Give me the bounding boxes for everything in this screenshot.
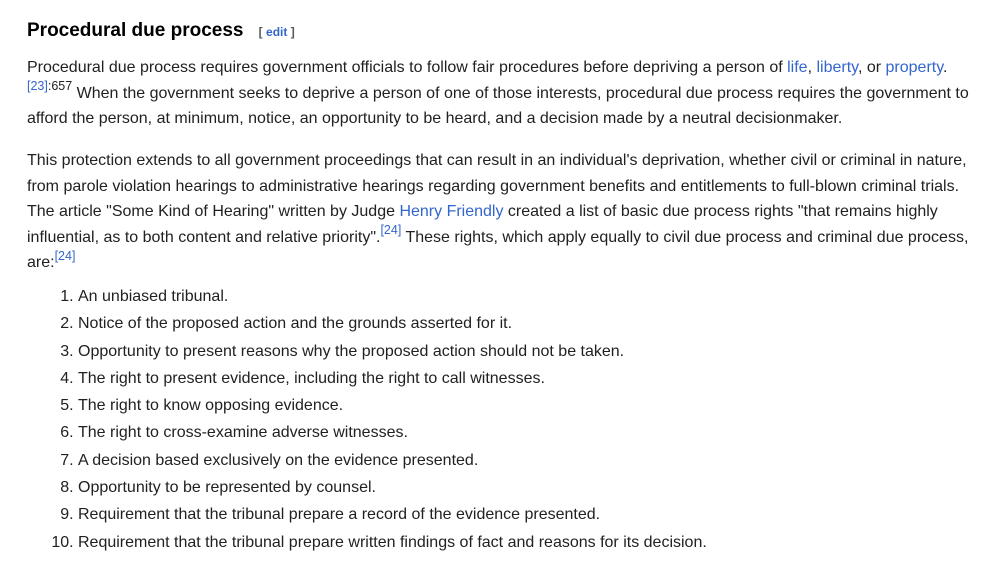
list-item: 8. Opportunity to be represented by counsel. bbox=[78, 474, 978, 501]
p2-text-2: created a list of basic due process rights "that remains highly influential, as to both content and relative priority". bbox=[27, 203, 938, 246]
p1-period: . bbox=[943, 59, 948, 76]
citation-24 bbox=[380, 223, 401, 237]
link-property[interactable]: property bbox=[885, 59, 944, 76]
p2-text-1: This protection extends to all government proceedings that can result in an individual's deprivation, whether civil or criminal in nature, from parole violation hearings to administrative hearings regarding government benefits and entitlements to full-blown criminal trials. The article "Some Kind of Hearing" written by Judge bbox=[27, 152, 967, 221]
p1-sep-2: , or bbox=[857, 59, 886, 76]
citation-23-link[interactable]: [23] bbox=[27, 79, 48, 94]
link-liberty[interactable]: liberty bbox=[816, 59, 858, 76]
due-process-rights-list bbox=[27, 283, 978, 556]
p1-sep-1: , bbox=[807, 59, 817, 76]
list-item: 9. Requirement that the tribunal prepare a record of the evidence presented. bbox=[78, 501, 978, 528]
edit-link[interactable]: edit bbox=[266, 25, 288, 39]
paragraph-procedural bbox=[27, 55, 977, 132]
citation-24-link[interactable]: [24] bbox=[380, 223, 402, 238]
citation-23 bbox=[27, 79, 72, 93]
list-item: 5. The right to know opposing evidence. bbox=[78, 392, 978, 419]
edit-bracket-open: [ bbox=[258, 25, 263, 39]
list-item: 6. The right to cross-examine adverse witnesses. bbox=[78, 419, 978, 446]
citation-24-second-link[interactable]: [24] bbox=[54, 249, 76, 264]
link-life[interactable]: life bbox=[787, 59, 808, 76]
edit-bracket-close: ] bbox=[290, 25, 295, 39]
p1-text-2: When the government seeks to deprive a person of one of those interests, procedural due process requires the government to afford the person, at minimum, notice, an opportunity to be heard, and a decision made by a neutral decisionmaker. bbox=[27, 84, 969, 128]
link-henry-friendly[interactable]: Henry Friendly bbox=[399, 203, 504, 221]
list-item: 2. Notice of the proposed action and the grounds asserted for it. bbox=[78, 310, 978, 337]
p2-text-3: These rights, which apply equally to civil due process and criminal due process, are: bbox=[27, 228, 969, 272]
list-item: 1. An unbiased tribunal. bbox=[78, 283, 978, 310]
citation-24-second bbox=[55, 249, 76, 263]
list-item: 3. Opportunity to present reasons why the proposed action should not be taken. bbox=[78, 338, 978, 365]
paragraph-protection bbox=[27, 148, 977, 276]
list-item: 4. The right to present evidence, including the right to call witnesses. bbox=[78, 365, 978, 392]
p1-text-1: Procedural due process requires government officials to follow fair procedures before depriving a person of bbox=[27, 59, 788, 76]
section-title: Procedural due process bbox=[27, 20, 244, 41]
section-heading bbox=[27, 19, 295, 42]
citation-23-page: :657 bbox=[47, 79, 73, 94]
edit-section bbox=[259, 25, 295, 39]
list-item: 10. Requirement that the tribunal prepare written findings of fact and reasons for its decision. bbox=[78, 529, 978, 556]
list-item: 7. A decision based exclusively on the evidence presented. bbox=[78, 447, 978, 474]
